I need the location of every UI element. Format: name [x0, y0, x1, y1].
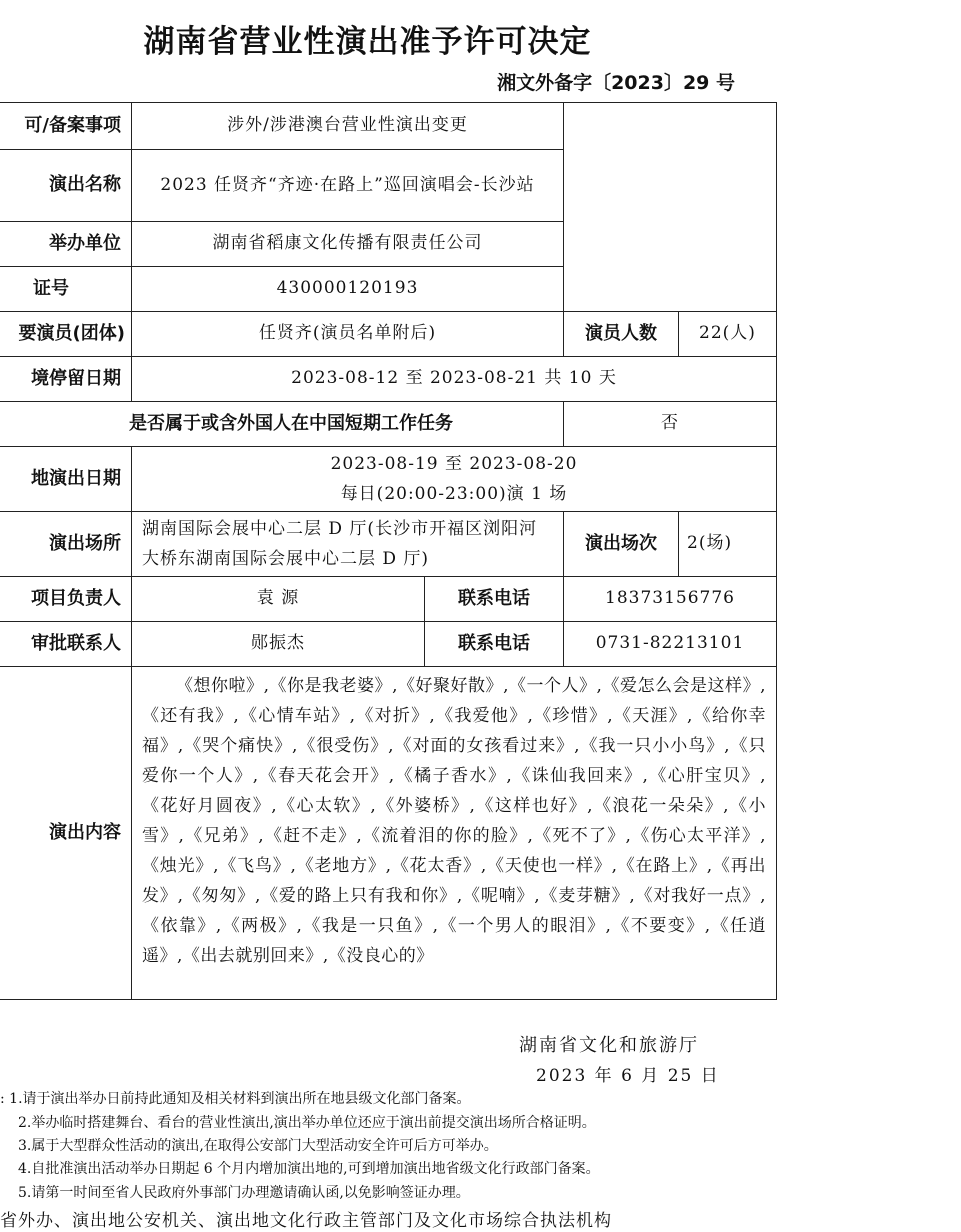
- performer-count-value: 22(人): [678, 311, 777, 357]
- local-dates-label: 地演出日期: [0, 446, 132, 512]
- approver-label: 审批联系人: [0, 621, 132, 667]
- performers-label: 要演员(团体): [0, 311, 132, 357]
- qr-code-cell: [563, 102, 777, 312]
- show-name-value: 2023 任贤齐“齐迹·在路上”巡回演唱会-长沙站: [131, 149, 564, 222]
- sessions-value: 2(场): [678, 511, 777, 577]
- sessions-label: 演出场次: [563, 511, 679, 577]
- content-value: 《想你啦》,《你是我老婆》,《好聚好散》,《一个人》,《爱怎么会是这样》,《还有我》,《心情车站》,《对折》,《我爱他》,《珍惜》,《天涯》,《给你幸福》,《哭个痛快》,《很受伤》,《对面的女孩看过来》,《我一只小小鸟》,《只爱你一个人》,《春天花会开》,《橘子香水》,《诛仙我回来》,《心肝宝贝》,《花好月圆夜》,《心太软》,《外婆桥》,《这样也好》,《浪花一朵朵》,《小雪》,《兄弟》,《赶不走》,《流着泪的你的脸》,《死不了》,《伤心太平洋》,《烛光》,《飞鸟》,《老地方》,《花太香》,《天使也一样》,《在路上》,《再出发》,《匆匆》,《爱的路上只有我和你》,《呢喃》,《麦芽糖》,《对我好一点》,《依靠》,《两极》,《我是一只鱼》,《一个男人的眼泪》,《不要变》,《任逍遥》,《出去就别回来》,《没良心的》: [142, 676, 766, 966]
- content-cell: [131, 666, 777, 1000]
- stay-dates-value: 2023-08-12 至 2023-08-21 共 10 天: [131, 356, 777, 402]
- document-title: 湖南省营业性演出准予许可决定: [143, 24, 592, 60]
- content-label: 演出内容: [0, 666, 132, 1000]
- manager-phone-value: 18373156776: [563, 576, 777, 622]
- local-dates-cell: [131, 446, 777, 512]
- document-number: 湘文外备字〔2023〕29 号: [497, 72, 735, 94]
- performers-value: 任贤齐(演员名单附后): [131, 311, 564, 357]
- manager-phone-label: 联系电话: [424, 576, 564, 622]
- manager-label: 项目负责人: [0, 576, 132, 622]
- venue-label: 演出场所: [0, 511, 132, 577]
- note-item: 4.自批准演出活动举办日期起 6 个月内增加演出地的,可到增加演出地省级文化行政部门备案。: [18, 1161, 600, 1177]
- issuer: 湖南省文化和旅游厅: [519, 1035, 699, 1056]
- foreign-work-label: 是否属于或含外国人在中国短期工作任务: [0, 401, 564, 447]
- license-value: 430000120193: [131, 266, 564, 312]
- manager-value: 袁 源: [131, 576, 425, 622]
- note-item: : 1.请于演出举办日前持此通知及相关材料到演出所在地县级文化部门备案。: [0, 1091, 471, 1107]
- show-name-label: 演出名称: [0, 149, 132, 222]
- local-dates-line2: 每日(20:00-23:00)演 1 场: [340, 484, 568, 504]
- approver-phone-label: 联系电话: [424, 621, 564, 667]
- note-item: 2.举办临时搭建舞台、看台的营业性演出,演出举办单位还应于演出前提交演出场所合格证明。: [18, 1115, 596, 1131]
- item-value: 涉外/涉港澳台营业性演出变更: [131, 102, 564, 150]
- note-item: 5.请第一时间至省人民政府外事部门办理邀请确认函,以免影响签证办理。: [18, 1185, 470, 1201]
- foreign-work-value: 否: [563, 401, 777, 447]
- cc-line: 省外办、演出地公安机关、演出地文化行政主管部门及文化市场综合执法机构: [0, 1211, 612, 1231]
- organizer-value: 湖南省稻康文化传播有限责任公司: [131, 221, 564, 267]
- organizer-label: 举办单位: [0, 221, 132, 267]
- note-item: 3.属于大型群众性活动的演出,在取得公安部门大型活动安全许可后方可举办。: [18, 1138, 498, 1154]
- issue-date: 2023 年 6 月 25 日: [536, 1066, 720, 1086]
- local-dates-line1: 2023-08-19 至 2023-08-20: [330, 454, 578, 474]
- approver-value: 郧振杰: [131, 621, 425, 667]
- approver-phone-value: 0731-82213101: [563, 621, 777, 667]
- license-label: 证号: [0, 266, 132, 312]
- performer-count-label: 演员人数: [563, 311, 679, 357]
- venue-value: 湖南国际会展中心二层 D 厅(长沙市开福区浏阳河大桥东湖南国际会展中心二层 D 厅): [131, 511, 564, 577]
- stay-dates-label: 境停留日期: [0, 356, 132, 402]
- item-label: 可/备案事项: [0, 102, 132, 150]
